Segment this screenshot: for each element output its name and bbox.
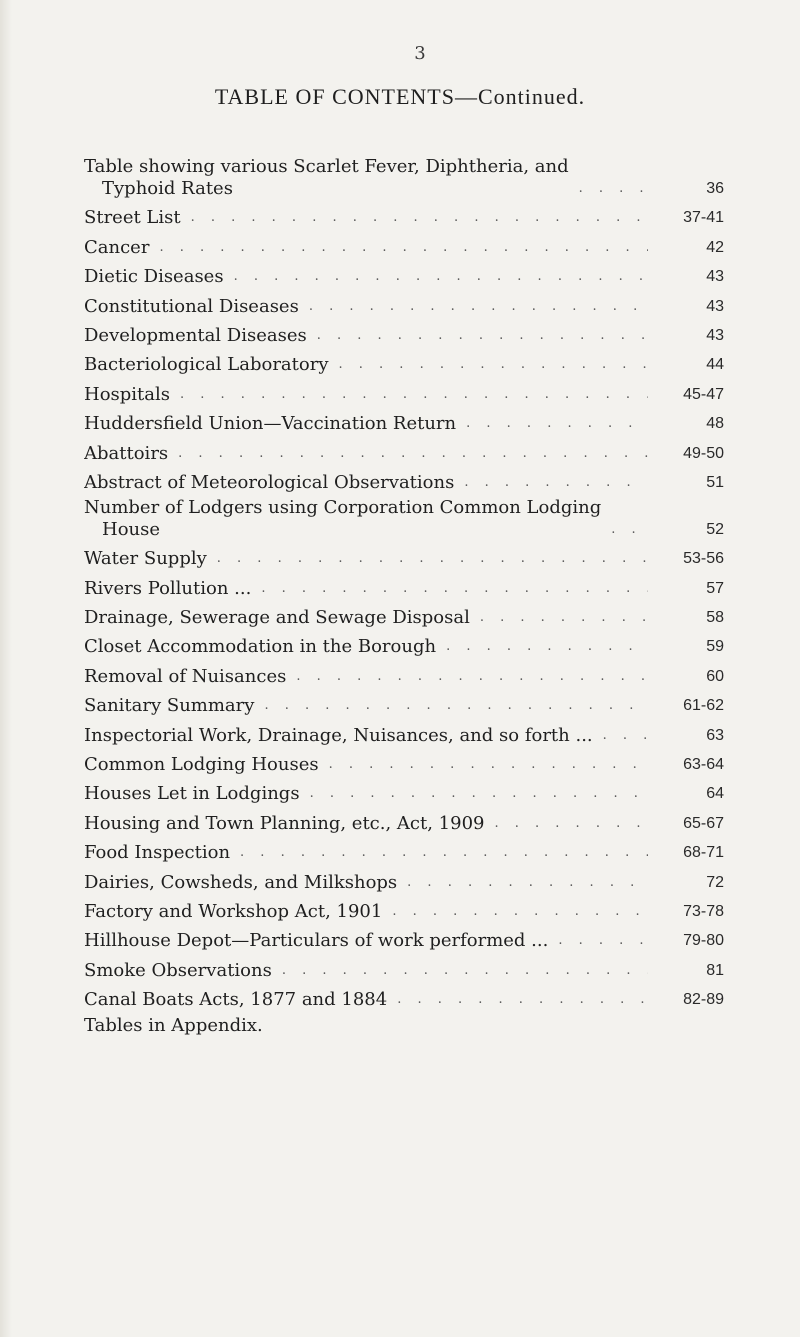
toc-entry — [84, 952, 724, 981]
toc-entry-title: Food Inspection — [84, 842, 231, 864]
toc-entry — [84, 894, 724, 923]
toc-entry-title: Dairies, Cowsheds, and Milkshops — [84, 871, 398, 893]
table-of-contents — [84, 153, 724, 1041]
appendix-note: Tables in Appendix. — [84, 1015, 263, 1037]
toc-entry-page: 72 — [706, 873, 724, 891]
toc-entry-title: Developmental Diseases — [84, 324, 307, 346]
toc-entry — [84, 376, 724, 405]
toc-entry — [84, 200, 724, 229]
dot-leader — [407, 872, 648, 894]
dot-leader — [392, 901, 648, 923]
toc-entry — [84, 835, 724, 864]
toc-entry-title: Water Supply — [84, 548, 207, 570]
page-title: TABLE OF CONTENTS—Continued. — [214, 84, 586, 109]
dot-leader — [480, 607, 648, 629]
toc-entry — [84, 570, 724, 599]
toc-entry — [84, 494, 724, 541]
toc-entry-page: 68-71 — [683, 844, 724, 862]
dot-leader — [466, 413, 648, 435]
dot-leader — [309, 296, 648, 318]
toc-entry-page: 63-64 — [683, 756, 724, 774]
toc-entry-title: Sanitary Summary — [84, 695, 255, 717]
dot-leader — [446, 636, 648, 658]
toc-entry — [84, 600, 724, 629]
dot-leader — [603, 725, 648, 747]
dot-leader — [317, 325, 648, 347]
dot-leader — [234, 266, 648, 288]
dot-leader — [217, 548, 648, 570]
toc-entry-page: 37-41 — [683, 209, 724, 227]
dot-leader — [240, 842, 648, 864]
toc-entry-page: 53-56 — [683, 550, 724, 568]
dot-leader — [191, 207, 648, 229]
toc-entry-title: Cancer — [84, 236, 150, 258]
page-number: 3 — [414, 43, 426, 64]
toc-entry-title: Abstract of Meteorological Observations — [84, 471, 455, 493]
toc-entry-page: 43 — [706, 297, 724, 315]
toc-entry-title: Rivers Pollution ... — [84, 577, 252, 599]
dot-leader — [329, 754, 648, 776]
toc-entry-page: 49-50 — [683, 444, 724, 462]
toc-entry-page: 64 — [706, 785, 724, 803]
toc-entry-page: 63 — [706, 726, 724, 744]
toc-entry-title: Housing and Town Planning, etc., Act, 1909 — [84, 812, 485, 834]
toc-entry — [84, 923, 724, 952]
dot-leader — [310, 783, 648, 805]
toc-entry-page: 58 — [706, 609, 724, 627]
toc-entry-page: 81 — [706, 961, 724, 979]
toc-entry-page: 43 — [706, 268, 724, 286]
toc-entry — [84, 688, 724, 717]
toc-entry-title: Constitutional Diseases — [84, 295, 299, 317]
toc-entry — [84, 347, 724, 376]
toc-entry-title: Street List — [84, 207, 181, 229]
toc-entry-page: 73-78 — [683, 902, 724, 920]
toc-entry-page: 59 — [706, 638, 724, 656]
dot-leader — [495, 813, 649, 835]
toc-entry — [84, 153, 724, 200]
toc-entry — [84, 259, 724, 288]
toc-entry-page: 65-67 — [683, 814, 724, 832]
toc-entry — [84, 229, 724, 258]
toc-entry-page: 36 — [706, 180, 724, 197]
toc-entry-title: Table showing various Scarlet Fever, Diphtheria, and Typhoid Rates — [84, 156, 569, 199]
toc-entry — [84, 318, 724, 347]
toc-entry — [84, 406, 724, 435]
dot-leader — [558, 930, 648, 952]
dot-leader — [339, 354, 648, 376]
toc-entry — [84, 658, 724, 687]
toc-entry-title: Huddersfield Union—Vaccination Return — [84, 413, 457, 435]
dot-leader — [261, 578, 648, 600]
toc-entry-title: Abattoirs — [84, 442, 169, 464]
toc-entry — [84, 629, 724, 658]
dot-leader — [159, 237, 648, 259]
dot-leader — [180, 384, 648, 406]
dot-leader — [282, 960, 648, 982]
dot-leader — [178, 443, 648, 465]
toc-entry-title: Canal Boats Acts, 1877 and 1884 — [84, 989, 388, 1011]
toc-entry-title: Hillhouse Depot—Particulars of work performed ... — [84, 930, 549, 952]
toc-entry-page: 44 — [706, 356, 724, 374]
toc-entry-title: Drainage, Sewerage and Sewage Disposal — [84, 607, 470, 629]
toc-entry-title: Common Lodging Houses — [84, 754, 319, 776]
toc-entry-title: Factory and Workshop Act, 1901 — [84, 900, 383, 922]
toc-entry-page: 45-47 — [683, 385, 724, 403]
toc-entry-page: 79-80 — [683, 932, 724, 950]
toc-entry-page: 42 — [706, 238, 724, 256]
toc-entry — [84, 747, 724, 776]
toc-entry-title: Inspectorial Work, Drainage, Nuisances, and so forth ... — [84, 724, 593, 746]
toc-entry-title: Bacteriological Laboratory — [84, 354, 329, 376]
toc-entry-page: 48 — [706, 415, 724, 433]
toc-entry-title: Number of Lodgers using Corporation Common Lodging House — [84, 496, 602, 540]
toc-entry-page: 57 — [706, 579, 724, 597]
toc-entry — [84, 776, 724, 805]
dot-leader — [579, 178, 648, 200]
toc-entry — [84, 982, 724, 1011]
toc-entry-title: Removal of Nuisances — [84, 665, 287, 687]
toc-entry-page: 61-62 — [683, 697, 724, 715]
toc-entry — [84, 541, 724, 570]
toc-entry-page: 43 — [706, 326, 724, 344]
toc-entry — [84, 465, 724, 494]
toc-entry-title: Hospitals — [84, 383, 171, 405]
dot-leader — [296, 666, 648, 688]
toc-entry — [84, 288, 724, 317]
toc-entry-title: Closet Accommodation in the Borough — [84, 636, 437, 658]
toc-entry-page: 52 — [706, 520, 724, 538]
toc-entry-title: Dietic Diseases — [84, 266, 224, 288]
toc-entry — [84, 805, 724, 834]
toc-entry-page: 51 — [706, 473, 724, 491]
toc-entry — [84, 435, 724, 464]
dot-leader — [397, 989, 648, 1011]
toc-entry-title: Smoke Observations — [84, 959, 272, 981]
toc-entry — [84, 864, 724, 893]
dot-leader — [464, 472, 648, 494]
page-edge-shadow — [0, 0, 12, 1337]
toc-entry-page: 60 — [706, 667, 724, 685]
dot-leader — [611, 519, 648, 541]
toc-entry — [84, 717, 724, 746]
toc-entry-page: 82-89 — [683, 991, 724, 1009]
dot-leader — [264, 695, 648, 717]
toc-entry-title: Houses Let in Lodgings — [84, 783, 300, 805]
